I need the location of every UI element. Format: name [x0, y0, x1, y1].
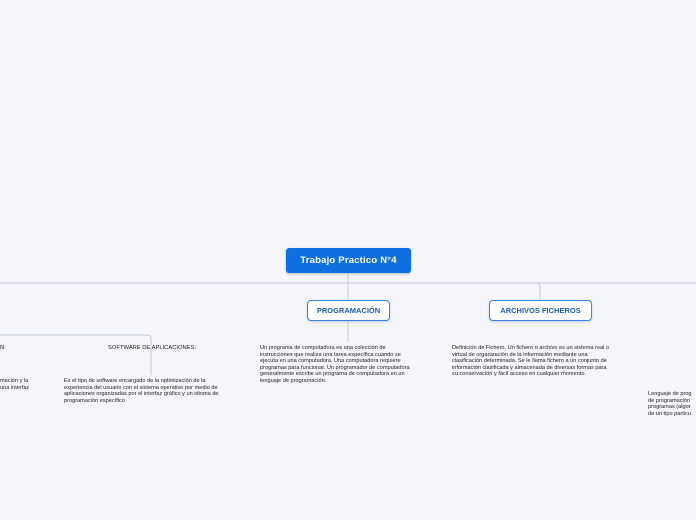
branch-programacion-label: PROGRAMACIÓN	[316, 306, 381, 315]
branch-archivos-ficheros[interactable]	[489, 300, 592, 321]
root-node[interactable]	[286, 248, 411, 273]
sistema-partial-label: N:	[0, 345, 6, 351]
lenguaje-partial-body: Lenguaje de prog de programación programas (algor de un tipo particu	[648, 391, 692, 417]
programacion-body: Un programa de computadora es una colección de instrucciones que realiza una tarea específica cuando se ejecuta en una computadora. Una computadora requiere programas para funcionar. Un programador de computadora generalmente escribe un programa de computadora en un lenguaje de programación.	[260, 345, 410, 384]
software-aplicaciones-label: SOFTWARE DE APLICACIONES:	[108, 345, 197, 351]
software-aplicaciones-body: Es el tipo de software encargado de la optimización de la experiencia del usuario con el sistema operativo por medio de aplicaciones organizadas por el interfaz gráfico y un idioma de programación específico	[64, 378, 219, 404]
branch-archivos-label: ARCHIVOS FICHEROS	[500, 306, 581, 315]
root-label: Trabajo Practico N°4	[300, 255, 397, 266]
branch-programacion[interactable]	[307, 300, 390, 321]
archivos-body: Definición de Fichero. Un fichero o archivo es un sistema real o virtual de organización de la información mediante una clasificación determinada. Se le llama fichero a un conjunto de información clasificada y almacenada de diversas formas para su conservación y fácil acceso en cualquier momento.	[452, 345, 610, 378]
left-subbranch-connector	[0, 335, 151, 375]
archivos-connector	[536, 283, 540, 301]
sistema-partial-body: mación y la una interfaz	[0, 378, 30, 391]
